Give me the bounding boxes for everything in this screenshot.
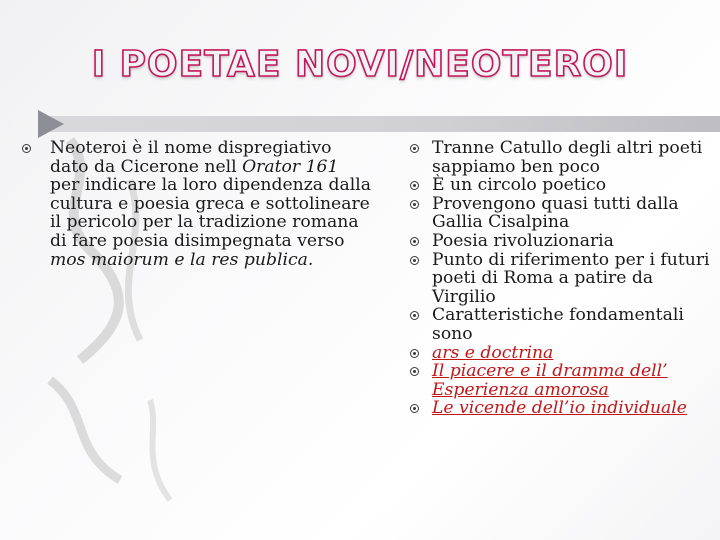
right-bullet-list — [410, 139, 710, 418]
item-link-text[interactable]: ars e doctrina — [432, 342, 554, 363]
item-text: Provengono quasi tutti dalla Gallia Cisalpina — [432, 193, 679, 233]
list-item — [410, 139, 710, 176]
circle-bullet-icon — [410, 144, 419, 153]
list-item — [410, 176, 710, 195]
item-text: Caratteristiche fondamentali sono — [432, 305, 684, 344]
item-text: Neoteroi è il nome dispregiativo dato da Cicerone nell — [50, 138, 332, 177]
title-underline-bar — [38, 116, 720, 132]
list-item — [410, 195, 710, 232]
circle-bullet-icon — [410, 237, 419, 246]
item-text: È un circolo poetico — [432, 175, 607, 196]
circle-bullet-icon — [410, 181, 419, 190]
item-text-italic: mos maiorum e la res publica — [50, 249, 308, 270]
item-text-italic: . — [307, 249, 314, 270]
circle-bullet-icon — [410, 311, 419, 320]
slide-title: I POETAE NOVI/NEOTEROI — [91, 44, 629, 85]
item-link-text[interactable]: Le vicende dell’io individuale — [432, 398, 687, 419]
circle-bullet-icon — [410, 404, 419, 413]
circle-bullet-icon — [410, 200, 419, 209]
circle-bullet-icon — [22, 144, 31, 153]
list-item — [22, 139, 372, 269]
circle-bullet-icon — [410, 256, 419, 265]
circle-bullet-icon — [410, 349, 419, 358]
list-item — [410, 306, 710, 343]
list-item — [410, 399, 710, 418]
item-text: per indicare la loro dipendenza dalla cultura e poesia greca e sottolineare il pericolo per la tradizione romana di fare poesia disimpegnata verso — [50, 175, 371, 251]
title-arrow-icon — [38, 110, 64, 138]
circle-bullet-icon — [410, 367, 419, 376]
item-text: Tranne Catullo degli altri poeti sappiamo ben poco — [432, 138, 703, 177]
left-bullet-list — [22, 139, 372, 269]
item-text: Poesia rivoluzionaria — [432, 230, 614, 251]
item-text: Punto di riferimento per i futuri poeti di Roma a patire da Virgilio — [432, 249, 710, 307]
list-item — [410, 344, 710, 363]
list-item — [410, 362, 710, 399]
item-link-text[interactable]: Il piacere e il dramma dell’ Esperienza amorosa — [432, 361, 668, 400]
item-text-italic: Orator 161 — [242, 156, 339, 177]
list-item — [410, 251, 710, 307]
list-item — [410, 232, 710, 251]
